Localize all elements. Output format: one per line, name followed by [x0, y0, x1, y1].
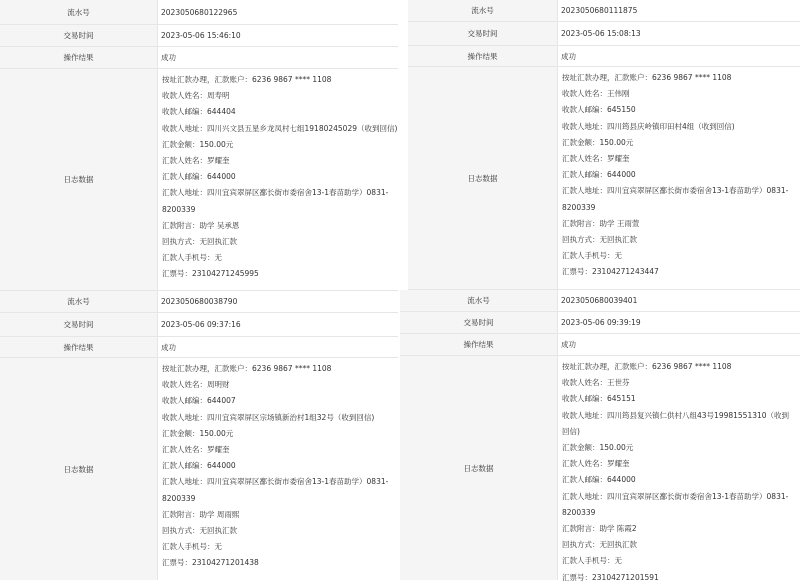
result-label: 操作结果 [0, 337, 158, 357]
log-line: 收款人邮编：644404 [162, 107, 236, 117]
log-line: 收款人邮编：645151 [562, 394, 636, 404]
log-line: 按址汇款办理，汇款账户：6236 9867 **** 1108 [562, 73, 732, 82]
log-label: 日志数据 [0, 69, 158, 290]
log-line: 汇票号：23104271201438 [162, 558, 259, 568]
serial-value: 2023050680111875 [561, 6, 638, 15]
time-value: 2023-05-06 09:37:16 [161, 320, 241, 329]
log-row [0, 358, 398, 580]
log-line: 汇款附言：助学 周雨熙 [162, 509, 240, 519]
time-label: 交易时间 [0, 25, 158, 46]
log-data [158, 358, 398, 580]
log-line: 汇款人邮编：644000 [162, 461, 236, 471]
log-label: 日志数据 [0, 358, 158, 580]
log-data [558, 67, 800, 289]
log-line: 按址汇款办理，汇款账户：6236 9867 **** 1108 [162, 75, 332, 84]
log-line: 回执方式：无回执汇款 [562, 540, 637, 550]
log-line: 汇款人姓名：罗耀奎 [562, 459, 630, 469]
log-line: 汇款人姓名：罗耀奎 [562, 154, 630, 164]
serial-row [400, 290, 800, 312]
log-line: 按址汇款办理，汇款账户：6236 9867 **** 1108 [562, 362, 732, 371]
log-line: 汇款金额：150.00元 [162, 139, 234, 149]
log-row [400, 356, 800, 580]
time-row [0, 25, 398, 47]
log-line: 汇款人姓名：罗耀奎 [162, 156, 230, 166]
log-data [158, 69, 401, 290]
result-value: 成功 [161, 53, 176, 62]
log-line: 收款人姓名：王世芬 [562, 378, 630, 388]
serial-value: 2023050680122965 [161, 7, 238, 17]
log-line: 汇票号：23104271201591 [562, 572, 659, 582]
time-label: 交易时间 [400, 312, 558, 333]
serial-label: 流水号 [408, 0, 558, 21]
log-row [0, 69, 398, 291]
log-label: 日志数据 [400, 356, 558, 580]
time-row [400, 312, 800, 334]
log-line: 汇款人地址：四川宜宾翠屏区鄱长街市委宿舍13-1春苗助学）0831-8200339 [562, 491, 789, 517]
log-line: 汇款人地址：四川宜宾翠屏区鄱长街市委宿舍13-1春苗助学）0831-8200339 [562, 186, 789, 212]
log-line: 汇款人邮编：644000 [562, 475, 636, 485]
log-line: 收款人地址：四川兴文县五星乡龙凤村七组19180245029（收到回信) [162, 123, 398, 133]
log-line: 汇款人邮编：644000 [162, 172, 236, 182]
log-line: 汇款人手机号：无 [562, 556, 622, 566]
result-value: 成功 [561, 51, 576, 61]
time-row [0, 313, 398, 337]
time-value: 2023-05-06 15:46:10 [161, 31, 241, 40]
log-row [408, 67, 800, 290]
log-line: 收款人邮编：645150 [562, 105, 636, 115]
log-line: 汇款附言：助学 吴承恩 [162, 220, 240, 230]
result-row [0, 47, 398, 69]
record-panel-4 [400, 290, 800, 580]
result-row [408, 46, 800, 67]
log-line: 汇款金额：150.00元 [562, 443, 634, 453]
record-panel-2 [408, 0, 800, 290]
log-line: 汇票号：23104271245995 [162, 269, 259, 279]
serial-value: 2023050680039401 [561, 296, 638, 305]
log-line: 收款人邮编：644007 [162, 396, 236, 406]
log-line: 汇款人邮编：644000 [562, 170, 636, 180]
serial-label: 流水号 [0, 291, 158, 312]
serial-row [408, 0, 800, 22]
log-line: 汇款金额：150.00元 [562, 137, 634, 147]
log-line: 汇款人地址：四川宜宾翠屏区鄱长街市委宿舍13-1春苗助学）0831-8200339 [162, 188, 389, 214]
log-line: 汇款人手机号：无 [162, 253, 222, 263]
record-panel-3 [0, 291, 398, 580]
log-line: 收款人姓名：王伟刚 [562, 89, 630, 99]
result-value: 成功 [561, 340, 576, 349]
log-line: 按址汇款办理，汇款账户：6236 9867 **** 1108 [162, 364, 332, 373]
serial-row [0, 291, 398, 313]
result-row [400, 334, 800, 356]
result-label: 操作结果 [0, 47, 158, 68]
serial-label: 流水号 [0, 0, 158, 24]
log-label: 日志数据 [408, 67, 558, 289]
log-line: 汇款附言：助学 王雨萱 [562, 218, 640, 228]
time-label: 交易时间 [0, 313, 158, 336]
log-line: 汇票号：23104271243447 [562, 267, 659, 277]
log-line: 收款人地址：四川宜宾翠屏区宗场镇新治村1组32号（收到回信) [162, 412, 375, 422]
log-line: 汇款金额：150.00元 [162, 428, 234, 438]
result-label: 操作结果 [400, 334, 558, 355]
serial-value: 2023050680038790 [161, 297, 238, 306]
time-value: 2023-05-06 15:08:13 [561, 29, 641, 38]
log-data [558, 356, 800, 580]
log-line: 收款人姓名：周明财 [162, 380, 230, 390]
result-row [0, 337, 398, 358]
result-value: 成功 [161, 342, 176, 352]
log-line: 回执方式：无回执汇款 [162, 237, 237, 247]
log-line: 汇款人地址：四川宜宾翠屏区鄱长街市委宿舍13-1春苗助学）0831-8200339 [162, 477, 389, 503]
log-line: 汇款人手机号：无 [562, 251, 622, 261]
log-line: 收款人地址：四川筠县复兴镇仁供村八组43号19981551310（收到回信) [562, 410, 790, 436]
log-line: 回执方式：无回执汇款 [162, 526, 237, 536]
time-row [408, 22, 800, 46]
serial-label: 流水号 [400, 290, 558, 311]
record-panel-1 [0, 0, 398, 291]
log-line: 汇款人姓名：罗耀奎 [162, 445, 230, 455]
log-line: 汇款人手机号：无 [162, 542, 222, 552]
log-line: 收款人姓名：周寿明 [162, 91, 230, 101]
serial-row [0, 0, 398, 25]
log-line: 收款人地址：四川筠县庆岭镇印田村4组（收到回信) [562, 121, 735, 131]
log-line: 汇款附言：助学 陈霞2 [562, 524, 637, 534]
log-line: 回执方式：无回执汇款 [562, 235, 637, 245]
time-label: 交易时间 [408, 22, 558, 45]
result-label: 操作结果 [408, 46, 558, 66]
time-value: 2023-05-06 09:39:19 [561, 318, 641, 327]
